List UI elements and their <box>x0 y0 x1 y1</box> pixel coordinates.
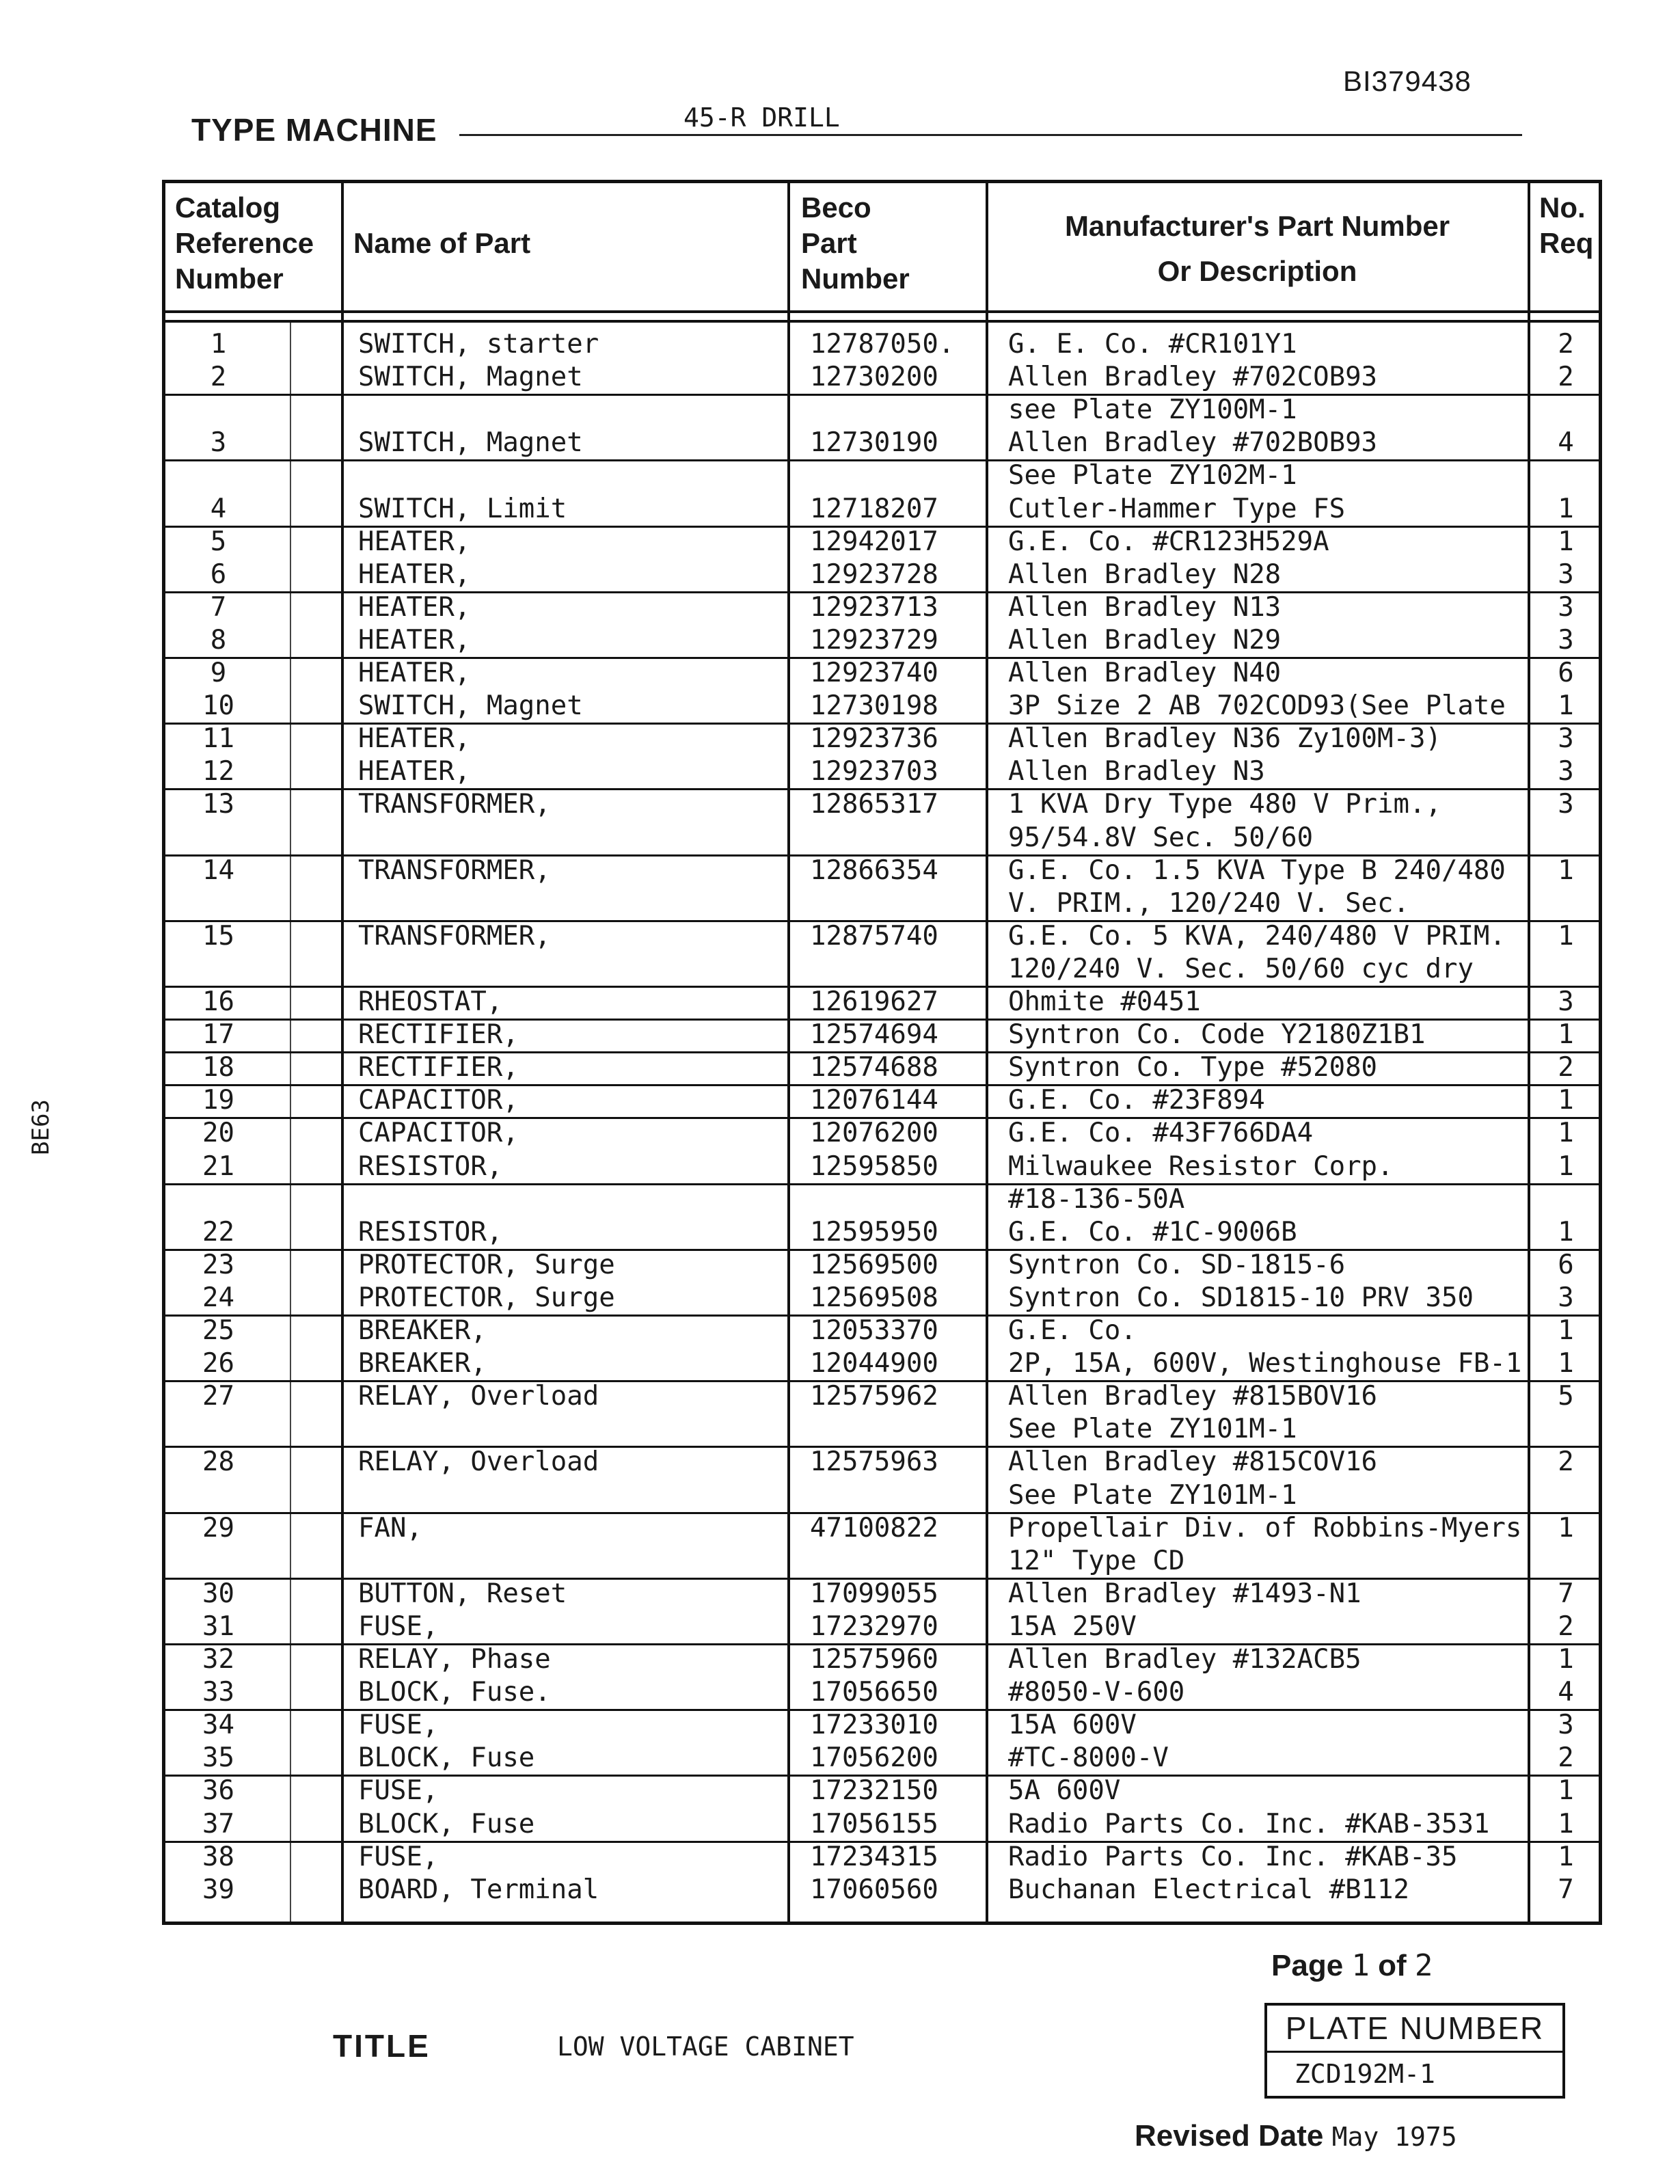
header-beco-line: Number <box>801 262 910 295</box>
part-name: CAPACITOR, <box>358 1118 519 1149</box>
header-catalog-line: Number <box>175 262 284 295</box>
manufacturer-description: Allen Bradley #1493-N1 <box>1008 1578 1361 1609</box>
catalog-number: 35 <box>202 1742 234 1774</box>
header-beco-line: Beco <box>801 191 871 224</box>
table-row <box>165 427 1599 461</box>
catalog-number: 12 <box>202 756 234 787</box>
beco-part-number: 12923728 <box>810 558 938 590</box>
table-row <box>165 1446 1599 1479</box>
table-row <box>165 1578 1599 1610</box>
header-separator <box>165 320 1599 323</box>
table-row <box>165 657 1599 690</box>
title-label: TITLE <box>333 2028 431 2064</box>
beco-part-number: 12923713 <box>810 591 938 623</box>
part-name: CAPACITOR, <box>358 1085 519 1116</box>
part-name: HEATER, <box>358 723 471 755</box>
catalog-number: 23 <box>202 1249 234 1280</box>
table-row <box>165 1643 1599 1676</box>
manufacturer-description: 15A 600V <box>1008 1710 1137 1741</box>
manufacturer-description: 3P Size 2 AB 702COD93(See Plate <box>1008 690 1506 722</box>
quantity-required: 2 <box>1558 1742 1574 1774</box>
table-row <box>165 1413 1599 1448</box>
table-row <box>165 591 1599 624</box>
manufacturer-description: #TC-8000-V <box>1008 1742 1169 1774</box>
catalog-number: 39 <box>202 1874 234 1905</box>
catalog-number: 29 <box>202 1512 234 1543</box>
beco-part-number: 17232970 <box>810 1610 938 1642</box>
part-name: RELAY, Phase <box>358 1644 551 1675</box>
table-row <box>165 1841 1599 1874</box>
quantity-required: 1 <box>1558 1841 1574 1872</box>
manufacturer-description: 15A 250V <box>1008 1610 1137 1642</box>
manufacturer-description: Allen Bradley N13 <box>1008 591 1282 623</box>
quantity-required: 1 <box>1558 1019 1574 1051</box>
catalog-number: 24 <box>202 1282 234 1313</box>
table-row <box>165 1183 1599 1216</box>
beco-part-number: 12595950 <box>810 1216 938 1248</box>
manufacturer-description: Milwaukee Resistor Corp. <box>1008 1150 1394 1182</box>
beco-part-number: 17060560 <box>810 1874 938 1905</box>
page-label: Page <box>1271 1949 1344 1982</box>
part-name: FUSE, <box>358 1775 439 1807</box>
table-row <box>165 493 1599 528</box>
catalog-number: 31 <box>202 1610 234 1642</box>
beco-part-number: 12619627 <box>810 986 938 1017</box>
quantity-required: 3 <box>1558 986 1574 1017</box>
catalog-number: 2 <box>210 362 227 393</box>
table-row <box>165 1249 1599 1282</box>
catalog-number: 14 <box>202 854 234 886</box>
manufacturer-description: Allen Bradley #815COV16 <box>1008 1446 1378 1478</box>
catalog-number: 1 <box>210 329 227 360</box>
beco-part-number: 12730190 <box>810 427 938 459</box>
catalog-number: 25 <box>202 1315 234 1346</box>
header-qty-line: Req <box>1539 227 1594 259</box>
part-name: BLOCK, Fuse <box>358 1742 535 1774</box>
catalog-number: 34 <box>202 1710 234 1741</box>
manufacturer-description: V. PRIM., 120/240 V. Sec. <box>1008 887 1409 919</box>
header-mfr-line: Or Description <box>1157 255 1357 287</box>
header-beco <box>801 190 910 297</box>
beco-part-number: 17056155 <box>810 1808 938 1839</box>
part-name: BUTTON, Reset <box>358 1578 567 1609</box>
quantity-required: 1 <box>1558 1150 1574 1182</box>
table-row <box>165 1216 1599 1251</box>
part-name: FUSE, <box>358 1710 439 1741</box>
catalog-number: 19 <box>202 1085 234 1116</box>
catalog-number: 37 <box>202 1808 234 1839</box>
part-name: RELAY, Overload <box>358 1446 599 1478</box>
catalog-number: 7 <box>210 591 227 623</box>
part-name: SWITCH, Magnet <box>358 427 583 459</box>
quantity-required: 1 <box>1558 1315 1574 1346</box>
header-catalog-line: Catalog <box>175 191 281 224</box>
manufacturer-description: Allen Bradley #702COB93 <box>1008 362 1378 393</box>
quantity-required: 6 <box>1558 658 1574 688</box>
manufacturer-description: Propellair Div. of Robbins-Myers <box>1008 1512 1522 1543</box>
header-catalog-line: Reference <box>175 227 314 259</box>
table-row <box>165 1380 1599 1413</box>
header-quantity <box>1539 190 1593 261</box>
beco-part-number: 12865317 <box>810 789 938 820</box>
manufacturer-description: Radio Parts Co. Inc. #KAB-3531 <box>1008 1808 1490 1839</box>
part-name: HEATER, <box>358 558 471 590</box>
table-row <box>165 1610 1599 1645</box>
manufacturer-description: Allen Bradley N3 <box>1008 756 1265 787</box>
manufacturer-description: #18-136-50A <box>1008 1183 1185 1215</box>
beco-part-number: 17234315 <box>810 1841 938 1872</box>
table-row <box>165 788 1599 821</box>
manufacturer-description: #8050-V-600 <box>1008 1677 1185 1708</box>
table-row <box>165 459 1599 492</box>
part-name: FUSE, <box>358 1841 439 1872</box>
manufacturer-description: Allen Bradley N29 <box>1008 624 1282 656</box>
manufacturer-description: G.E. Co. #43F766DA4 <box>1008 1118 1314 1149</box>
part-name: BREAKER, <box>358 1348 487 1379</box>
beco-part-number: 12569508 <box>810 1282 938 1313</box>
beco-part-number: 17056200 <box>810 1742 938 1774</box>
beco-part-number: 12875740 <box>810 920 938 952</box>
part-name: TRANSFORMER, <box>358 854 551 886</box>
table-row <box>165 854 1599 887</box>
beco-part-number: 12575960 <box>810 1644 938 1675</box>
catalog-number: 30 <box>202 1578 234 1609</box>
manufacturer-description: Allen Bradley N28 <box>1008 558 1282 590</box>
beco-part-number: 17099055 <box>810 1578 938 1609</box>
beco-part-number: 12595850 <box>810 1150 938 1182</box>
quantity-required: 1 <box>1558 1808 1574 1839</box>
table-row <box>165 986 1599 1021</box>
quantity-required: 4 <box>1558 1677 1574 1708</box>
manufacturer-description: Allen Bradley #702BOB93 <box>1008 427 1378 459</box>
beco-part-number: 12076144 <box>810 1085 938 1116</box>
catalog-number: 8 <box>210 624 227 656</box>
type-machine-label: TYPE MACHINE <box>191 112 437 148</box>
page-total: 2 <box>1414 1948 1433 1983</box>
table-row <box>165 1051 1599 1086</box>
document-id: BI379438 <box>1343 65 1472 97</box>
manufacturer-description: G.E. Co. 1.5 KVA Type B 240/480 <box>1008 854 1506 886</box>
table-row <box>165 1150 1599 1185</box>
quantity-required: 1 <box>1558 1216 1574 1248</box>
type-machine-value: 45-R DRILL <box>683 103 840 133</box>
manufacturer-description: G.E. Co. #1C-9006B <box>1008 1216 1297 1248</box>
part-name: BLOCK, Fuse. <box>358 1677 551 1708</box>
table-row <box>165 1545 1599 1580</box>
beco-part-number: 12574688 <box>810 1052 938 1083</box>
catalog-number: 33 <box>202 1677 234 1708</box>
table-row <box>165 1676 1599 1711</box>
page-number <box>1271 1948 1433 1983</box>
beco-part-number: 47100822 <box>810 1512 938 1543</box>
manufacturer-description: See Plate ZY101M-1 <box>1008 1414 1297 1445</box>
part-name: BREAKER, <box>358 1315 487 1346</box>
quantity-required: 3 <box>1558 1710 1574 1741</box>
quantity-required: 2 <box>1558 362 1574 393</box>
beco-part-number: 12923729 <box>810 624 938 656</box>
part-name: RELAY, Overload <box>358 1381 599 1412</box>
beco-part-number: 12569500 <box>810 1249 938 1280</box>
manufacturer-description: Allen Bradley N36 Zy100M-3) <box>1008 723 1441 755</box>
catalog-number: 13 <box>202 789 234 820</box>
table-row <box>165 1874 1599 1906</box>
manufacturer-description: 95/54.8V Sec. 50/60 <box>1008 822 1314 853</box>
table-row <box>165 1479 1599 1514</box>
manufacturer-description: Syntron Co. Code Y2180Z1B1 <box>1008 1019 1426 1051</box>
table-row <box>165 1709 1599 1742</box>
quantity-required: 2 <box>1558 1446 1574 1478</box>
part-name: SWITCH, Magnet <box>358 690 583 722</box>
manufacturer-description: Buchanan Electrical #B112 <box>1008 1874 1409 1905</box>
manufacturer-description: G. E. Co. #CR101Y1 <box>1008 329 1297 360</box>
header-qty-line: No. <box>1539 191 1586 224</box>
beco-part-number: 12718207 <box>810 493 938 524</box>
manufacturer-description: Allen Bradley N40 <box>1008 658 1282 688</box>
part-name: HEATER, <box>358 756 471 787</box>
table-row <box>165 526 1599 558</box>
catalog-number: 26 <box>202 1348 234 1379</box>
manufacturer-description: G.E. Co. #23F894 <box>1008 1085 1265 1116</box>
quantity-required: 7 <box>1558 1578 1574 1609</box>
revised-date <box>1135 2119 1457 2153</box>
revised-date-value: May 1975 <box>1331 2122 1457 2152</box>
catalog-number: 4 <box>210 493 227 524</box>
beco-part-number: 12923736 <box>810 723 938 755</box>
manufacturer-description: Cutler-Hammer Type FS <box>1008 493 1346 524</box>
table-row <box>165 1512 1599 1545</box>
manufacturer-description: 2P, 15A, 600V, Westinghouse FB-1 <box>1008 1348 1522 1379</box>
part-name: HEATER, <box>358 658 471 688</box>
catalog-number: 6 <box>210 558 227 590</box>
manufacturer-description: 120/240 V. Sec. 50/60 cyc dry <box>1008 953 1474 984</box>
manufacturer-description: 1 KVA Dry Type 480 V Prim., <box>1008 789 1441 820</box>
header-separator <box>165 310 1599 313</box>
table-row <box>165 361 1599 396</box>
type-machine-underline <box>459 134 1522 136</box>
quantity-required: 2 <box>1558 1052 1574 1083</box>
table-row <box>165 1347 1599 1382</box>
part-name: FUSE, <box>358 1610 439 1642</box>
part-name: FAN, <box>358 1512 422 1543</box>
beco-part-number: 12866354 <box>810 854 938 886</box>
catalog-number: 38 <box>202 1841 234 1872</box>
part-name: RESISTOR, <box>358 1150 503 1182</box>
part-name: HEATER, <box>358 624 471 656</box>
part-name: SWITCH, starter <box>358 329 599 360</box>
quantity-required: 2 <box>1558 329 1574 360</box>
table-row <box>165 1742 1599 1777</box>
quantity-required: 1 <box>1558 1348 1574 1379</box>
catalog-number: 18 <box>202 1052 234 1083</box>
table-row <box>165 1084 1599 1119</box>
table-row <box>165 1117 1599 1150</box>
table-row <box>165 953 1599 988</box>
quantity-required: 1 <box>1558 1512 1574 1543</box>
catalog-number: 3 <box>210 427 227 459</box>
quantity-required: 1 <box>1558 854 1574 886</box>
part-name: PROTECTOR, Surge <box>358 1249 615 1280</box>
beco-part-number: 12574694 <box>810 1019 938 1051</box>
beco-part-number: 17233010 <box>810 1710 938 1741</box>
manufacturer-description: Allen Bradley #132ACB5 <box>1008 1644 1361 1675</box>
manufacturer-description: Syntron Co. SD-1815-6 <box>1008 1249 1346 1280</box>
quantity-required: 1 <box>1558 690 1574 722</box>
quantity-required: 1 <box>1558 526 1574 557</box>
manufacturer-description: 12" Type CD <box>1008 1545 1185 1576</box>
catalog-number: 10 <box>202 690 234 722</box>
part-name: RECTIFIER, <box>358 1019 519 1051</box>
beco-part-number: 12730200 <box>810 362 938 393</box>
quantity-required: 5 <box>1558 1381 1574 1412</box>
table-row <box>165 755 1599 790</box>
quantity-required: 3 <box>1558 756 1574 787</box>
quantity-required: 2 <box>1558 1610 1574 1642</box>
page-current: 1 <box>1351 1948 1370 1983</box>
table-row <box>165 690 1599 725</box>
part-name: TRANSFORMER, <box>358 789 551 820</box>
table-row <box>165 558 1599 593</box>
quantity-required: 4 <box>1558 427 1574 459</box>
table-row <box>165 394 1599 427</box>
table-row <box>165 624 1599 659</box>
manufacturer-description: Syntron Co. Type #52080 <box>1008 1052 1378 1083</box>
table-row <box>165 1282 1599 1317</box>
manufacturer-description: See Plate ZY101M-1 <box>1008 1479 1297 1511</box>
table-row <box>165 1019 1599 1053</box>
page-of-label: of <box>1378 1949 1407 1982</box>
beco-part-number: 12923740 <box>810 658 938 688</box>
quantity-required: 3 <box>1558 591 1574 623</box>
quantity-required: 1 <box>1558 1775 1574 1807</box>
beco-part-number: 12942017 <box>810 526 938 557</box>
catalog-number: 5 <box>210 526 227 557</box>
table-row <box>165 1315 1599 1347</box>
beco-part-number: 12575963 <box>810 1446 938 1478</box>
beco-part-number: 12076200 <box>810 1118 938 1149</box>
beco-part-number: 12044900 <box>810 1348 938 1379</box>
catalog-number: 17 <box>202 1019 234 1051</box>
manufacturer-description: Ohmite #0451 <box>1008 986 1201 1017</box>
manufacturer-description: see Plate ZY100M-1 <box>1008 394 1297 426</box>
catalog-number: 27 <box>202 1381 234 1412</box>
part-name: RECTIFIER, <box>358 1052 519 1083</box>
manufacturer-description: G.E. Co. 5 KVA, 240/480 V PRIM. <box>1008 920 1506 952</box>
header-name: Name of Part <box>353 227 531 259</box>
beco-part-number: 12053370 <box>810 1315 938 1346</box>
plate-number-label: PLATE NUMBER <box>1267 2006 1562 2053</box>
table-row <box>165 920 1599 953</box>
title-value: LOW VOLTAGE CABINET <box>557 2032 854 2062</box>
quantity-required: 7 <box>1558 1874 1574 1905</box>
beco-part-number: 12923703 <box>810 756 938 787</box>
catalog-number: 20 <box>202 1118 234 1149</box>
manufacturer-description: Radio Parts Co. Inc. #KAB-35 <box>1008 1841 1458 1872</box>
quantity-required: 3 <box>1558 723 1574 755</box>
catalog-number: 11 <box>202 723 234 755</box>
beco-part-number: 12575962 <box>810 1381 938 1412</box>
revised-date-label: Revised Date <box>1135 2119 1324 2153</box>
catalog-number: 22 <box>202 1216 234 1248</box>
beco-part-number: 17232150 <box>810 1775 938 1807</box>
beco-part-number: 12787050. <box>810 329 955 360</box>
quantity-required: 3 <box>1558 558 1574 590</box>
header-catalog <box>175 190 314 297</box>
header-mfr-line: Manufacturer's Part Number <box>1064 210 1450 242</box>
table-row <box>165 822 1599 857</box>
catalog-number: 9 <box>210 658 227 688</box>
part-name: BLOCK, Fuse <box>358 1808 535 1839</box>
manufacturer-description: See Plate ZY102M-1 <box>1008 460 1297 491</box>
part-name: RHEOSTAT, <box>358 986 503 1017</box>
parts-table <box>162 180 1602 1925</box>
quantity-required: 1 <box>1558 1118 1574 1149</box>
quantity-required: 1 <box>1558 493 1574 524</box>
part-name: BOARD, Terminal <box>358 1874 599 1905</box>
catalog-number: 15 <box>202 920 234 952</box>
quantity-required: 3 <box>1558 1282 1574 1313</box>
quantity-required: 1 <box>1558 1085 1574 1116</box>
manufacturer-description: Syntron Co. SD1815-10 PRV 350 <box>1008 1282 1474 1313</box>
catalog-number: 36 <box>202 1775 234 1807</box>
part-name: TRANSFORMER, <box>358 920 551 952</box>
header-beco-line: Part <box>801 227 857 259</box>
catalog-number: 28 <box>202 1446 234 1478</box>
table-row <box>165 887 1599 922</box>
part-name: SWITCH, Limit <box>358 493 567 524</box>
manufacturer-description: 5A 600V <box>1008 1775 1121 1807</box>
part-name: SWITCH, Magnet <box>358 362 583 393</box>
side-mark: BE63 <box>27 1099 55 1155</box>
beco-part-number: 12730198 <box>810 690 938 722</box>
catalog-number: 16 <box>202 986 234 1017</box>
part-name: PROTECTOR, Surge <box>358 1282 615 1313</box>
quantity-required: 3 <box>1558 789 1574 820</box>
table-row <box>165 328 1599 361</box>
manufacturer-description: G.E. Co. #CR123H529A <box>1008 526 1329 557</box>
catalog-number: 32 <box>202 1644 234 1675</box>
table-row <box>165 1775 1599 1807</box>
manufacturer-description: Allen Bradley #815BOV16 <box>1008 1381 1378 1412</box>
quantity-required: 1 <box>1558 920 1574 952</box>
quantity-required: 3 <box>1558 624 1574 656</box>
table-row <box>165 1808 1599 1843</box>
part-name: HEATER, <box>358 591 471 623</box>
plate-number-value: ZCD192M-1 <box>1295 2059 1435 2089</box>
part-name: RESISTOR, <box>358 1216 503 1248</box>
part-name: HEATER, <box>358 526 471 557</box>
table-row <box>165 723 1599 755</box>
plate-number-box <box>1264 2003 1565 2099</box>
header-manufacturer <box>989 204 1526 294</box>
catalog-number: 21 <box>202 1150 234 1182</box>
quantity-required: 1 <box>1558 1644 1574 1675</box>
beco-part-number: 17056650 <box>810 1677 938 1708</box>
quantity-required: 6 <box>1558 1249 1574 1280</box>
manufacturer-description: G.E. Co. <box>1008 1315 1137 1346</box>
